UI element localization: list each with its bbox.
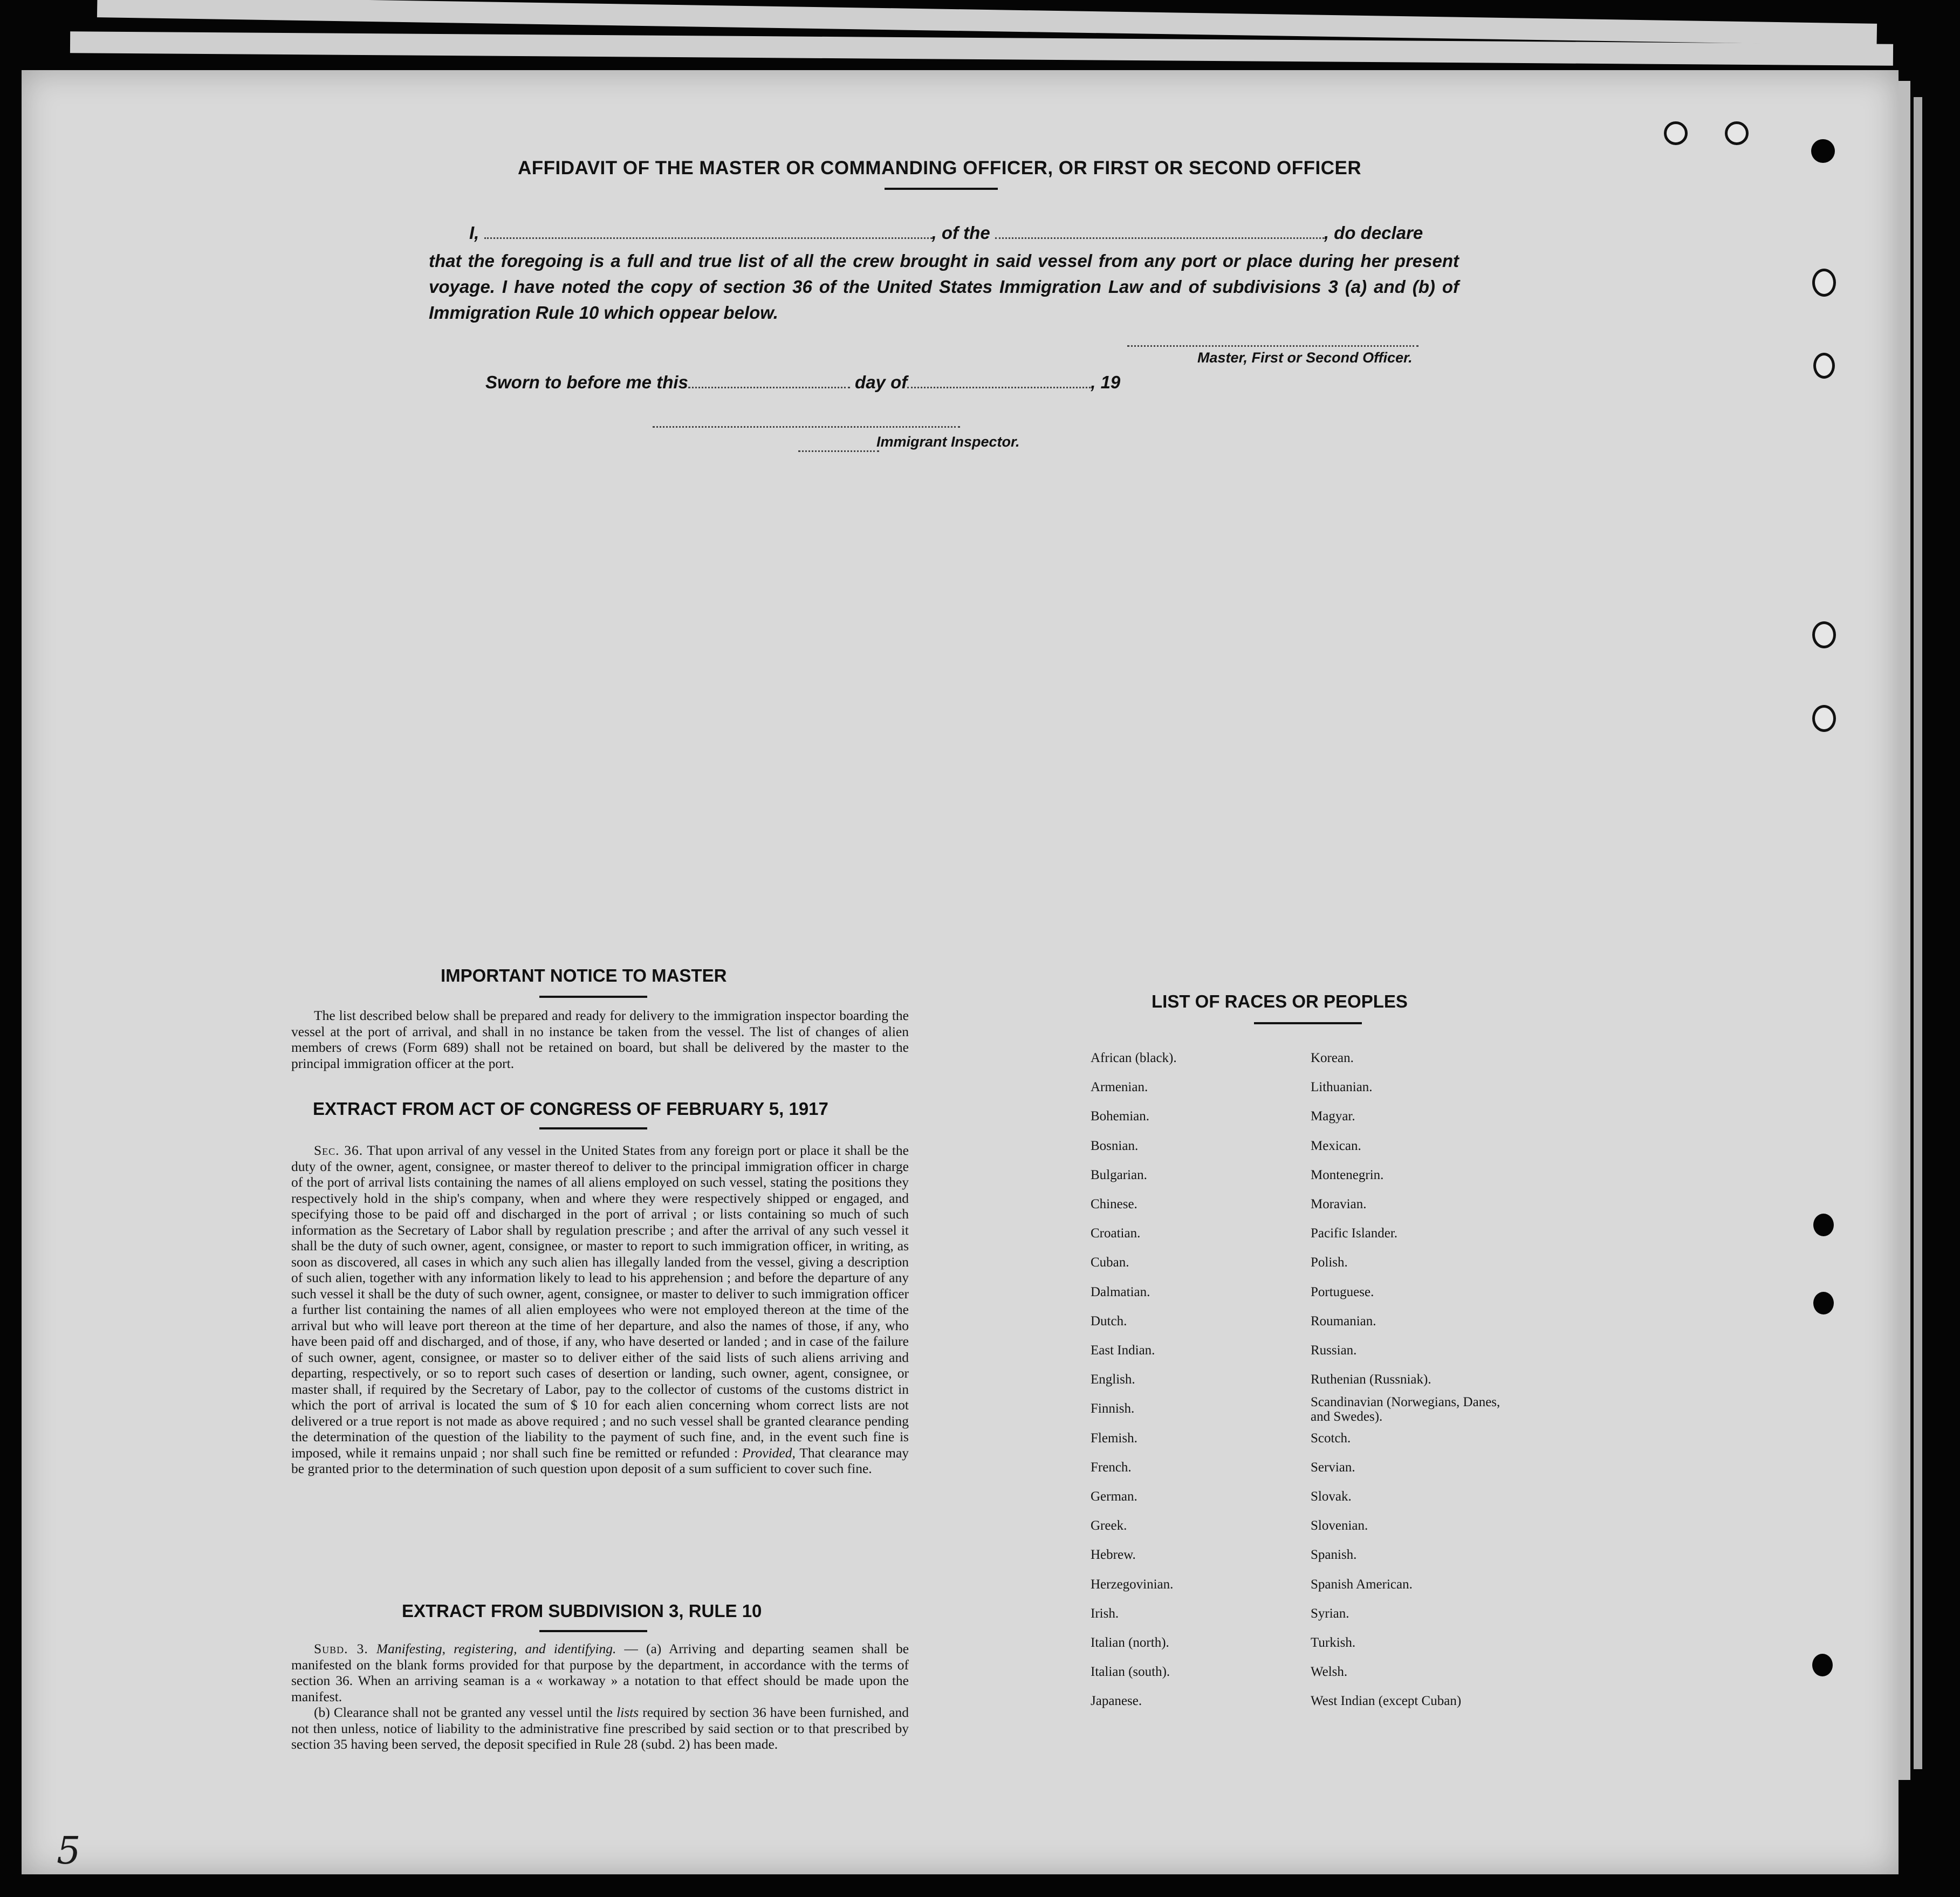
sworn-day-field[interactable] bbox=[688, 387, 850, 388]
race-item: Chinese. bbox=[1091, 1197, 1137, 1211]
year-label: , 19 bbox=[1091, 372, 1121, 392]
binder-hole bbox=[1811, 139, 1835, 163]
race-item: French. bbox=[1091, 1460, 1132, 1475]
signature-field[interactable] bbox=[1127, 345, 1418, 347]
declarant-label: I, bbox=[469, 223, 479, 243]
sworn-month-field[interactable] bbox=[907, 387, 1091, 388]
subdivision-label: Subd. 3. bbox=[314, 1641, 368, 1656]
race-item: Scotch. bbox=[1311, 1430, 1351, 1446]
race-item: Russian. bbox=[1311, 1343, 1357, 1358]
race-item: Welsh. bbox=[1311, 1665, 1348, 1680]
race-item: Irish. bbox=[1091, 1606, 1119, 1621]
binder-hole bbox=[1812, 269, 1836, 297]
race-item: Flemish. bbox=[1091, 1430, 1137, 1446]
race-item: Roumanian. bbox=[1311, 1313, 1376, 1328]
sworn-label: Sworn to before me this bbox=[485, 372, 688, 392]
affidavit-title: AFFIDAVIT OF THE MASTER OR COMMANDING OFFICER, OR FIRST OR SECOND OFFICER bbox=[518, 157, 1362, 179]
signature-label: Master, First or Second Officer. bbox=[1197, 350, 1413, 366]
binder-hole bbox=[1813, 353, 1835, 379]
margin-mark: 5 bbox=[57, 1828, 81, 1873]
notice-paragraph: The list described below shall be prepared and ready for delivery to the immigration inspector boarding the vessel at the port of arrival, and shall in no instance be taken from the vessel. The list of changes of alien members of crews (Form 689) shall not be retained on board, but shall be delivered by the master to the principal immigration officer at the port. bbox=[291, 1008, 909, 1071]
binder-hole bbox=[1812, 621, 1836, 648]
race-item: Spanish. bbox=[1311, 1547, 1357, 1563]
provided-label: Provided, bbox=[742, 1444, 796, 1461]
race-item: Moravian. bbox=[1311, 1197, 1367, 1211]
race-item: Italian (north). bbox=[1091, 1635, 1169, 1650]
page-edge-right bbox=[1914, 97, 1922, 1769]
declare-label: , do declare bbox=[1324, 223, 1423, 243]
notice-title: IMPORTANT NOTICE TO MASTER bbox=[441, 965, 727, 985]
extract-rule-title: EXTRACT FROM SUBDIVISION 3, RULE 10 bbox=[402, 1601, 762, 1621]
extract-rule-body bbox=[291, 1641, 909, 1752]
binder-hole bbox=[1812, 705, 1836, 732]
race-item: Bosnian. bbox=[1091, 1138, 1139, 1153]
declarant-name-field[interactable] bbox=[484, 237, 932, 239]
section-36-text: That upon arrival of any vessel in the United States from any foreign port or place it shall be the duty of the owner, agent, consignee, or master thereof to deliver to the principal immigration officer in charge of the port of arrival lists containing the names of all aliens employed on such vessel, stating the positions they respectively hold in the ship's company, when and where they were respectively shipped or engaged, and specifying those to be paid off and discharged in the port of arrival ; or lists containing so much of such information as the Secretary of Labor shall by regulation prescribe ; and after the arrival of any such vessel it shall be the duty of such owner, agent, consignee, or master to report to such immigration officer, in writing, as soon as discovered, all cases in which any such alien has illegally landed from the vessel, giving a description of such alien, together with any information likely to lead to his apprehension ; and before the departure of any such vessel it shall be the duty of such owner, agent, consignee, or master to deliver to such immigration officer a further list containing the names of all alien employees who were not employed thereon at the time of the arrival but who will leave port thereon at the time of her departure, and also the names of those, if any, who have been paid off and discharged, and of those, if any, who have deserted or landed ; and in case of the failure of such owner, agent, consignee, or master so to deliver either of the said lists of such aliens arriving and departing, respectively, or so to report such cases of desertion or landing, such owner, agent, consignee, or master shall, if required by the Secretary of Labor, pay to the collector of customs of the customs district in which the port of arrival is located the sum of $ 10 for each alien concerning whom correct lists are not delivered or a true report is not made as above required ; and no such vessel shall be granted clearance pending the determination of the question of the liability to the payment of such fine, and, in the event such fine is imposed, while it remains unpaid ; nor shall such fine be remitted or refunded : bbox=[291, 1142, 909, 1461]
section-label: Sec. 36. bbox=[314, 1142, 364, 1158]
document-page bbox=[22, 70, 1899, 1874]
subdivision-title: Manifesting, registering, and identifying. bbox=[376, 1641, 616, 1656]
race-item: Italian (south). bbox=[1091, 1665, 1170, 1680]
page-edge-right bbox=[1899, 81, 1910, 1780]
race-item: Herzegovinian. bbox=[1091, 1577, 1174, 1592]
race-item: Spanish American. bbox=[1311, 1577, 1413, 1592]
race-item: Japanese. bbox=[1091, 1694, 1142, 1709]
race-item: Montenegrin. bbox=[1311, 1167, 1384, 1182]
race-item: English. bbox=[1091, 1372, 1135, 1387]
race-item: Dutch. bbox=[1091, 1313, 1127, 1328]
vessel-label: , of the bbox=[931, 223, 990, 243]
race-item: Scandinavian (Norwegians, Danes, and Swedes). bbox=[1311, 1395, 1500, 1425]
races-rule bbox=[1254, 1022, 1362, 1024]
affidavit-body: that the foregoing is a full and true list of all the crew brought in said vessel from any port or place during her present voyage. I have noted the copy of section 36 of the United States Immigration Law and of subdivisions 3 (a) and (b) of Immigration Rule 10 which oppear below. bbox=[429, 251, 1459, 323]
race-item: Dalmatian. bbox=[1091, 1284, 1150, 1299]
race-item: West Indian (except Cuban) bbox=[1311, 1694, 1462, 1709]
para-b-text: Clearance shall not be granted any vessel until the bbox=[333, 1704, 613, 1720]
binder-hole bbox=[1813, 1214, 1834, 1236]
notice-rule bbox=[539, 996, 647, 998]
title-rule bbox=[885, 188, 998, 190]
para-b-text-cont: required by section 36 have been furnished, and not then unless, notice of liability to the administrative fine prescribed by said section or to that prescribed by section 35 having been served, the deposit specified in Rule 28 (subd. 2) has been made. bbox=[291, 1704, 909, 1752]
race-item: Croatian. bbox=[1091, 1226, 1141, 1241]
race-item: Polish. bbox=[1311, 1255, 1348, 1270]
para-b-label: (b) bbox=[314, 1704, 330, 1720]
binder-hole bbox=[1725, 121, 1749, 145]
race-item: Hebrew. bbox=[1091, 1547, 1136, 1563]
binder-hole bbox=[1812, 1654, 1833, 1676]
race-item: Turkish. bbox=[1311, 1635, 1356, 1650]
para-a-label: — (a) bbox=[624, 1641, 662, 1656]
race-item: Slovak. bbox=[1311, 1489, 1352, 1504]
race-item: Mexican. bbox=[1311, 1138, 1361, 1153]
vessel-name-field[interactable] bbox=[995, 237, 1324, 239]
extract-act-title: EXTRACT FROM ACT OF CONGRESS OF FEBRUARY 5, 1917 bbox=[313, 1099, 828, 1119]
binder-hole bbox=[1813, 1292, 1834, 1314]
inspector-signature-field[interactable] bbox=[653, 426, 960, 428]
race-item: Pacific Islander. bbox=[1311, 1226, 1398, 1241]
race-item: Syrian. bbox=[1311, 1606, 1349, 1621]
day-of-label: day of bbox=[855, 372, 908, 392]
race-item: Bohemian. bbox=[1091, 1109, 1150, 1124]
race-item: Bulgarian. bbox=[1091, 1167, 1147, 1182]
race-item: East Indian. bbox=[1091, 1343, 1155, 1358]
race-item: Slovenian. bbox=[1311, 1518, 1368, 1533]
race-item: African (black). bbox=[1091, 1051, 1177, 1065]
lists-word: lists bbox=[616, 1704, 639, 1720]
section-36-tail: That clearance may be granted prior to the determination of such question upon deposit of a sum sufficient to cover such fine. bbox=[291, 1444, 909, 1476]
races-title: LIST OF RACES OR PEOPLES bbox=[1152, 991, 1408, 1011]
sworn-line bbox=[485, 372, 1120, 393]
binder-hole bbox=[1664, 121, 1688, 145]
extract-rule-rule bbox=[539, 1630, 647, 1632]
extract-act-rule bbox=[539, 1127, 647, 1129]
para-a-text: Arriving and departing seamen shall be manifested on the blank forms provided for that purpose by the department, in accordance with the terms of section 36. When an arriving seaman is a « workaway » a notation to that effect should be made upon the manifest. bbox=[291, 1641, 909, 1704]
race-item: Korean. bbox=[1311, 1051, 1354, 1065]
race-item: Portuguese. bbox=[1311, 1284, 1374, 1299]
inspector-label: Immigrant Inspector. bbox=[876, 434, 1020, 450]
race-item: Cuban. bbox=[1091, 1255, 1129, 1270]
race-item: Magyar. bbox=[1311, 1109, 1355, 1124]
extract-act-body bbox=[291, 1142, 909, 1477]
race-item: Greek. bbox=[1091, 1518, 1127, 1533]
race-item: Lithuanian. bbox=[1311, 1080, 1373, 1095]
race-item: German. bbox=[1091, 1489, 1137, 1504]
race-item: Ruthenian (Russniak). bbox=[1311, 1372, 1431, 1387]
race-item: Servian. bbox=[1311, 1460, 1355, 1475]
race-item: Finnish. bbox=[1091, 1401, 1135, 1416]
notice-body bbox=[291, 1008, 909, 1071]
race-item: Armenian. bbox=[1091, 1080, 1148, 1095]
inspector-signature-field[interactable] bbox=[798, 450, 879, 452]
affidavit-declaration-line bbox=[469, 223, 1423, 243]
